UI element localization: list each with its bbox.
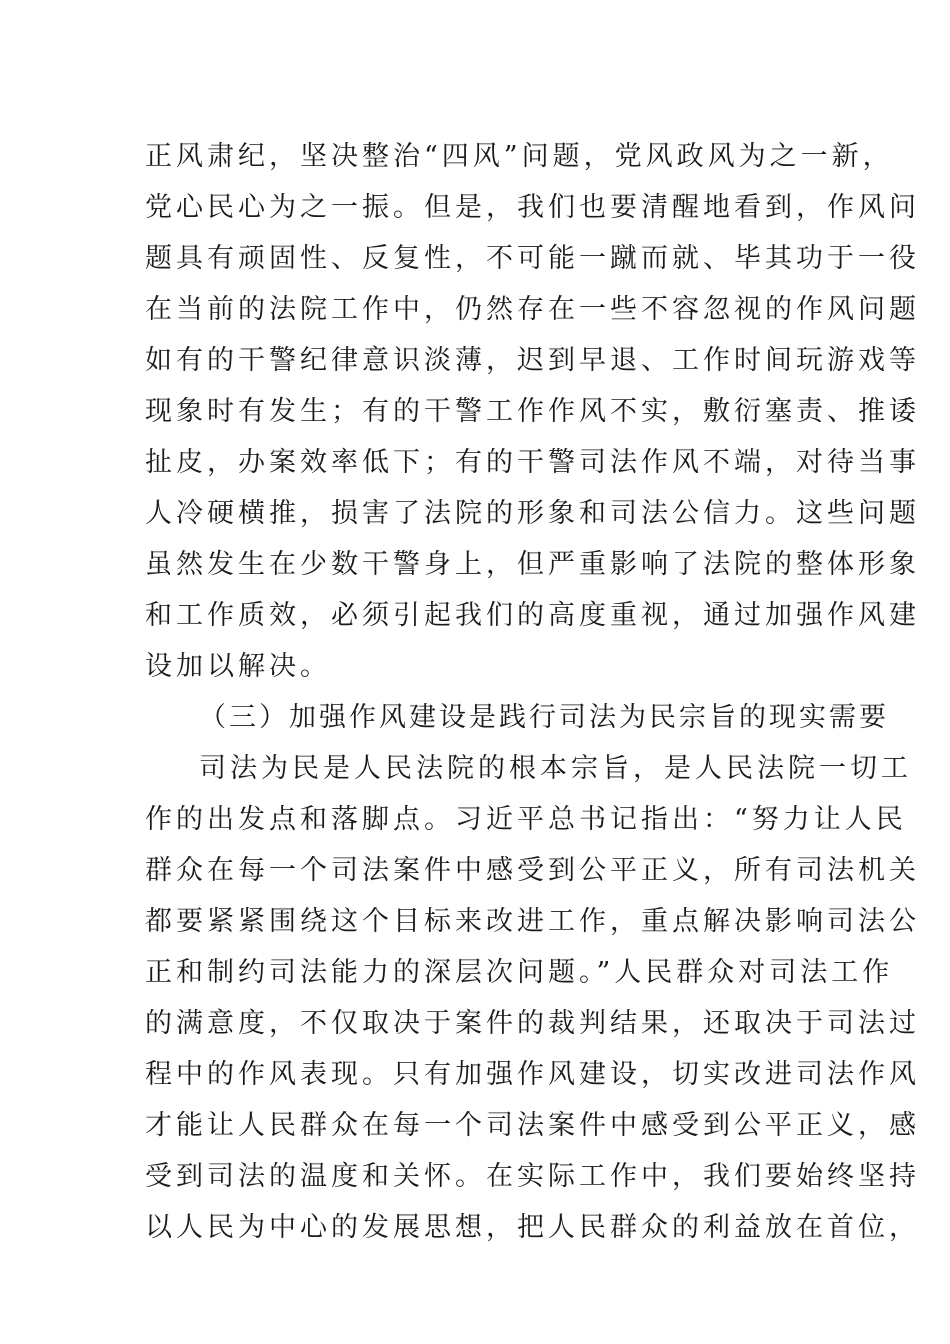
text-line: 都要紧紧围绕这个目标来改进工作，重点解决影响司法公 <box>145 906 920 937</box>
text-line: 现象时有发生；有的干警工作作风不实，敷衍塞责、推诿 <box>145 396 920 427</box>
text-line: 在当前的法院工作中，仍然存在一些不容忽视的作风问题 <box>145 294 920 325</box>
text-line: 群众在每一个司法案件中感受到公平正义，所有司法机关 <box>145 855 920 886</box>
text-line: 正风肃纪，坚决整治“四风”问题，党风政风为之一新， <box>145 141 894 172</box>
text-line: 党心民心为之一振。但是，我们也要清醒地看到，作风问 <box>145 192 920 223</box>
text-line: 设加以解决。 <box>145 651 331 682</box>
text-line: 和工作质效，必须引起我们的高度重视，通过加强作风建 <box>145 600 920 631</box>
paragraph-2 <box>145 743 920 1253</box>
text-line: 司法为民是人民法院的根本宗旨，是人民法院一切工 <box>199 753 912 784</box>
text-line: 扯皮，办案效率低下；有的干警司法作风不端，对待当事 <box>145 447 920 478</box>
section-heading: （三）加强作风建设是践行司法为民宗旨的现实需要 <box>199 702 889 733</box>
text-line: 作的出发点和落脚点。习近平总书记指出：“努力让人民 <box>145 804 907 835</box>
text-line: 虽然发生在少数干警身上，但严重影响了法院的整体形象 <box>145 549 920 580</box>
text-line: 才能让人民群众在每一个司法案件中感受到公平正义，感 <box>145 1110 920 1141</box>
text-line: 受到司法的温度和关怀。在实际工作中，我们要始终坚持 <box>145 1161 920 1192</box>
document-body <box>145 131 920 1253</box>
text-line: 如有的干警纪律意识淡薄，迟到早退、工作时间玩游戏等 <box>145 345 920 376</box>
text-line: 正和制约司法能力的深层次问题。”人民群众对司法工作 <box>145 957 894 988</box>
text-line: 人冷硬横推，损害了法院的形象和司法公信力。这些问题 <box>145 498 920 529</box>
paragraph-1 <box>145 131 920 692</box>
text-line: 以人民为中心的发展思想，把人民群众的利益放在首位， <box>145 1212 920 1243</box>
text-line: 的满意度，不仅取决于案件的裁判结果，还取决于司法过 <box>145 1008 920 1039</box>
text-line: 程中的作风表现。只有加强作风建设，切实改进司法作风 <box>145 1059 920 1090</box>
text-line: 题具有顽固性、反复性，不可能一蹴而就、毕其功于一役 <box>145 243 920 274</box>
